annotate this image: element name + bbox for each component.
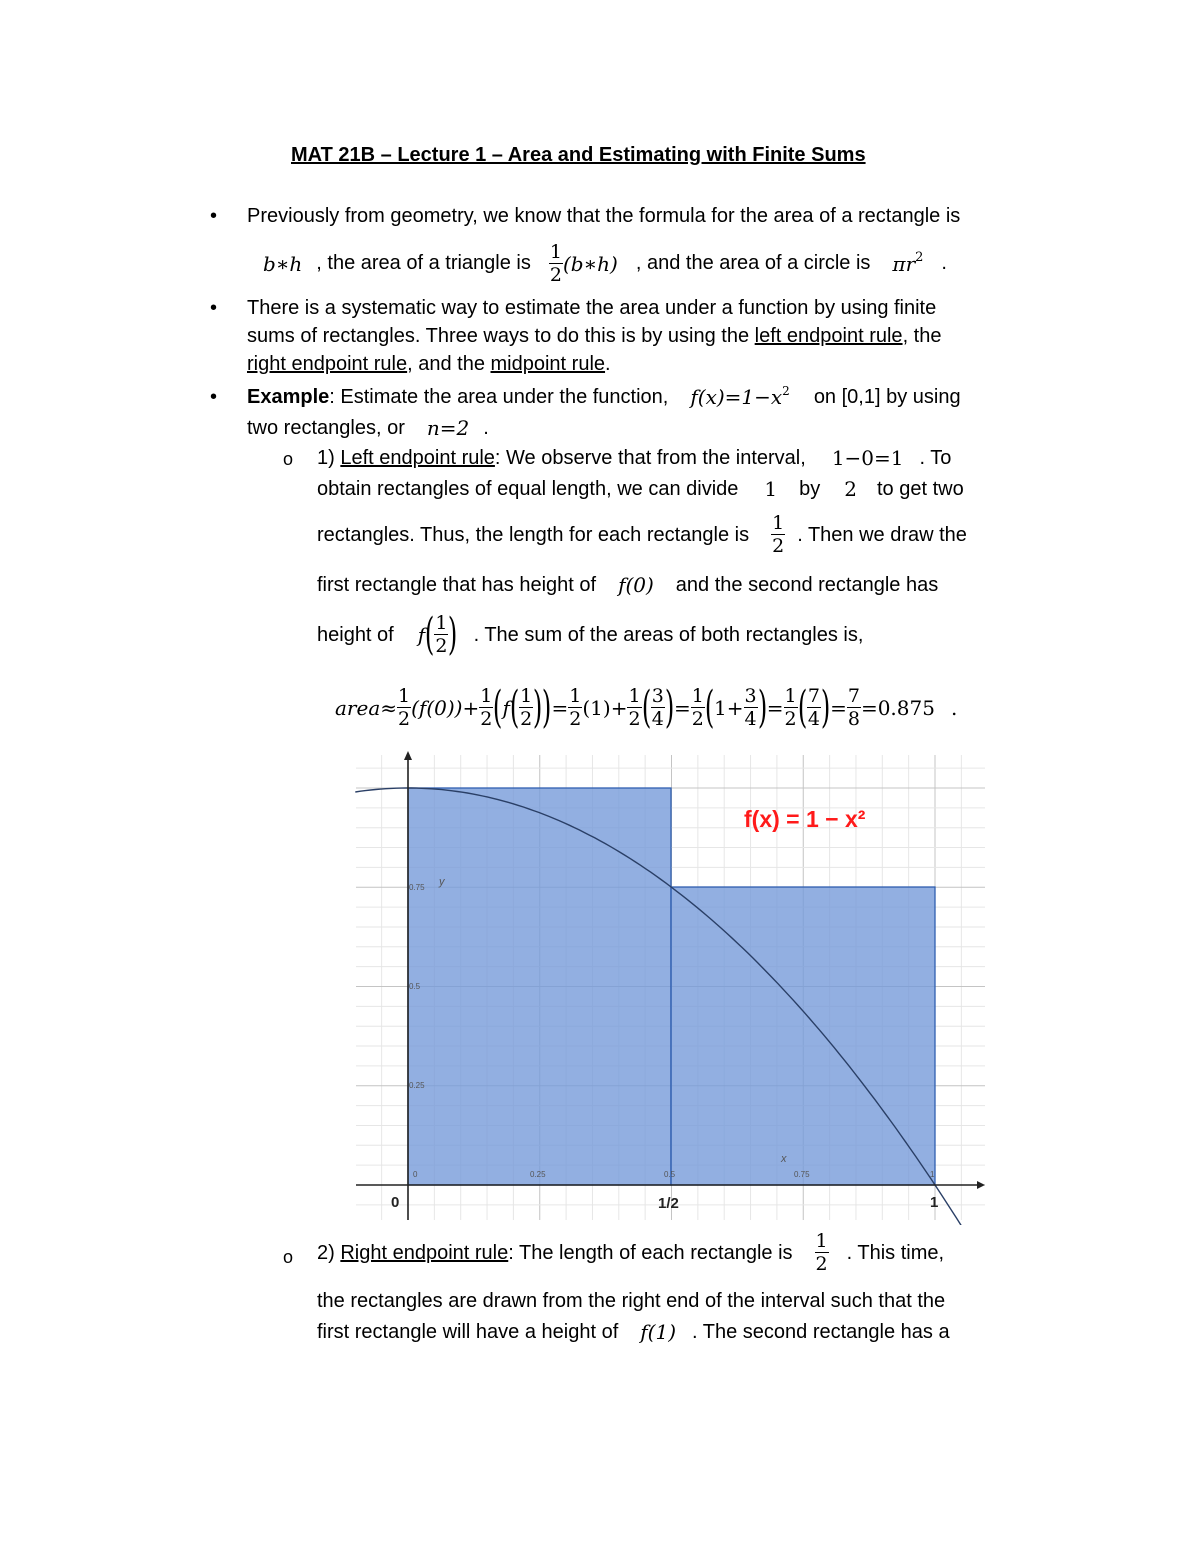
- left-rectangle-2: [671, 887, 935, 1185]
- number-two: 2: [844, 477, 857, 501]
- equals-sign: =: [674, 695, 691, 720]
- right-rule-line1: [317, 1230, 944, 1275]
- fraction-denominator: 2: [815, 1253, 828, 1275]
- fraction-denominator: 2: [480, 708, 493, 730]
- equals-sign: =: [830, 695, 847, 720]
- f-of-zero: f(0): [618, 573, 654, 597]
- text: obtain rectangles of equal length, we can divide: [317, 478, 739, 500]
- fraction-half: [771, 512, 785, 557]
- fraction-denominator: 2: [435, 635, 448, 657]
- text: . To: [919, 447, 952, 469]
- triangle-formula: (b∗h): [562, 251, 618, 276]
- y-tick-label: 0.75: [409, 883, 425, 892]
- x-tick-label: 1: [930, 1170, 935, 1179]
- text: height of: [317, 623, 394, 646]
- y-axis-letter: y: [439, 876, 445, 888]
- page-title: MAT 21B – Lecture 1 – Area and Estimating with Finite Sums: [291, 144, 866, 166]
- fraction-numerator: 1: [549, 241, 562, 263]
- fraction-numerator: 1: [435, 612, 448, 634]
- fraction-denominator: 8: [847, 708, 860, 730]
- fraction-half: [815, 1230, 829, 1275]
- fraction-numerator: 1: [628, 685, 641, 707]
- function-expression: f(x)=1−x: [690, 385, 783, 409]
- text: first rectangle that has height of: [317, 574, 597, 596]
- fraction-numerator: 1: [815, 1230, 828, 1252]
- period: .: [941, 252, 947, 274]
- fraction-denominator: 4: [807, 708, 820, 730]
- function-label: f(x) = 1 − x²: [744, 806, 866, 832]
- fraction-denominator: 2: [772, 535, 785, 557]
- equals-sign: =: [766, 695, 784, 720]
- one-plus: 1+: [714, 695, 744, 720]
- text: . Then we draw the: [797, 523, 967, 546]
- fraction-numerator: 1: [784, 685, 797, 707]
- link-right-endpoint-rule[interactable]: Right endpoint rule: [340, 1241, 509, 1264]
- interval-expression: 1−0=1: [831, 446, 904, 470]
- f-letter: f: [417, 622, 426, 647]
- y-tick-label: 0.25: [409, 1081, 425, 1090]
- right-rule-line2: the rectangles are drawn from the right end of the interval such that the: [317, 1290, 946, 1312]
- left-endpoint-graph: [353, 745, 993, 1225]
- approx-sign: ≈: [380, 695, 398, 720]
- fraction-numerator: 7: [807, 685, 820, 707]
- paragraph-geometry-line2: [263, 241, 947, 286]
- fraction-denominator: 2: [520, 708, 533, 730]
- text: on [0,1] by using: [813, 386, 961, 408]
- left-rule-line3: [317, 512, 967, 557]
- area-word: area: [335, 695, 381, 720]
- sub-bullet-marker: o: [283, 1247, 294, 1267]
- right-rule-line3: [317, 1320, 950, 1344]
- n-expression: n=2: [426, 416, 470, 440]
- text-circle: , and the area of a circle is: [635, 252, 871, 274]
- left-rule-line1: [317, 446, 951, 470]
- fraction-denominator: 2: [784, 708, 797, 730]
- text: : We observe that from the interval,: [494, 447, 806, 469]
- example-line1: [247, 385, 961, 409]
- example-label: Example: [247, 386, 330, 408]
- paragraph-geometry-line1: Previously from geometry, we know that the formula for the area of a rectangle is: [247, 205, 961, 227]
- result-value: =0.875: [860, 695, 935, 720]
- text: : Estimate the area under the function,: [329, 386, 669, 408]
- text: by: [799, 478, 821, 500]
- item-number: 2): [317, 1241, 335, 1264]
- left-rule-line2: [317, 477, 964, 501]
- text: : The length of each rectangle is: [508, 1241, 793, 1264]
- fraction-denominator: 2: [549, 264, 562, 286]
- text: .: [605, 353, 611, 375]
- item-number: 1): [317, 447, 335, 469]
- fraction-denominator: 4: [651, 708, 664, 730]
- period: .: [483, 417, 489, 439]
- number-one: 1: [764, 477, 778, 501]
- paragraph-systematic-line3: [247, 352, 611, 376]
- text: first rectangle will have a height of: [317, 1321, 619, 1343]
- x-axis-arrow-icon: [977, 1181, 985, 1189]
- bottom-label-zero: 0: [391, 1194, 400, 1211]
- text: , and the: [407, 353, 485, 375]
- example-line2: [247, 416, 489, 440]
- bottom-label-half: 1/2: [658, 1195, 679, 1212]
- left-rectangle-1: [408, 788, 671, 1185]
- x-tick-label: 0.75: [794, 1170, 810, 1179]
- text: . The sum of the areas of both rectangles is,: [473, 623, 864, 646]
- link-left-endpoint-rule[interactable]: left endpoint rule: [754, 325, 903, 347]
- period: .: [950, 695, 958, 720]
- fraction-half: [434, 612, 448, 657]
- fraction-denominator: 2: [398, 708, 411, 730]
- bullet-marker: •: [210, 297, 218, 319]
- text: two rectangles, or: [247, 417, 405, 439]
- fraction-numerator: 1: [691, 685, 704, 707]
- fraction-numerator: 3: [651, 685, 664, 707]
- text: . This time,: [846, 1241, 945, 1264]
- plus-sign: +: [462, 695, 480, 720]
- text: , the: [902, 325, 942, 347]
- fraction-half: [549, 241, 563, 286]
- function-exponent: 2: [782, 384, 790, 398]
- bullet-marker: •: [210, 386, 218, 408]
- x-tick-label: 0.5: [664, 1170, 676, 1179]
- text: . The second rectangle has a: [692, 1321, 950, 1343]
- x-tick-label: 0: [413, 1170, 418, 1179]
- fraction-numerator: 1: [480, 685, 493, 707]
- rectangle-formula: b∗h: [263, 251, 303, 276]
- link-left-endpoint-rule[interactable]: Left endpoint rule: [340, 447, 495, 469]
- fraction-denominator: 4: [744, 708, 757, 730]
- equals-sign: =: [551, 695, 569, 720]
- circle-formula: πr: [892, 251, 916, 276]
- left-rule-line5: height of f ( $\frac{1}{2}$ ) . The sum of the areas of both rectangles is,: [317, 608, 864, 660]
- bottom-label-one: 1: [930, 1194, 939, 1211]
- fraction-denominator: 2: [569, 708, 582, 730]
- y-tick-label: 0.5: [409, 982, 421, 991]
- f-of-zero-paren: (f(0)): [411, 695, 463, 720]
- x-axis-letter: x: [781, 1153, 787, 1165]
- f-letter: f: [502, 695, 510, 720]
- plus-sign: +: [610, 695, 628, 720]
- text: and the second rectangle has: [675, 574, 939, 596]
- fraction-denominator: 2: [691, 708, 704, 730]
- text: rectangles. Thus, the length for each rectangle is: [317, 523, 750, 546]
- circle-exponent: 2: [915, 250, 924, 265]
- area-equation: area ≈ $\frac{1}{2}$ (f(0)) + $\frac{1}{2}$ ( f ( $\frac{1}{2}$ ) ) = $\frac{1}{2}$ (1) + $\frac{1}{2}$ ( $\frac{3}{4}$ ) = $\frac{1}{2}$ ( 1+ $\frac{3}{4}$ ) = $\frac{1}{2}$ ( $\frac{7}{4}$ ) = $\frac{7}{8}$ =0.875 .: [335, 681, 958, 733]
- fraction-numerator: 1: [520, 685, 533, 707]
- sub-bullet-marker: o: [283, 449, 294, 469]
- text: sums of rectangles. Three ways to do this is by using the: [247, 325, 750, 347]
- link-right-endpoint-rule[interactable]: right endpoint rule: [247, 353, 408, 375]
- bullet-marker: •: [210, 205, 218, 227]
- fraction-numerator: 7: [847, 685, 860, 707]
- f-of-one: f(1): [640, 1320, 677, 1344]
- fraction-numerator: 3: [744, 685, 757, 707]
- paragraph-systematic-line2: [247, 324, 941, 348]
- fraction-numerator: 1: [398, 685, 411, 707]
- fraction-denominator: 2: [628, 708, 641, 730]
- fraction-numerator: 1: [569, 685, 582, 707]
- text: to get two: [877, 478, 964, 500]
- left-rule-line4: [317, 573, 938, 597]
- y-axis-arrow-icon: [404, 751, 412, 760]
- link-midpoint-rule[interactable]: midpoint rule: [490, 353, 606, 375]
- text-triangle: , the area of a triangle is: [316, 252, 531, 274]
- paragraph-systematic-line1: There is a systematic way to estimate the area under a function by using finite: [247, 297, 937, 319]
- x-tick-label: 0.25: [530, 1170, 546, 1179]
- one-paren: (1): [582, 695, 611, 720]
- fraction-numerator: 1: [772, 512, 785, 534]
